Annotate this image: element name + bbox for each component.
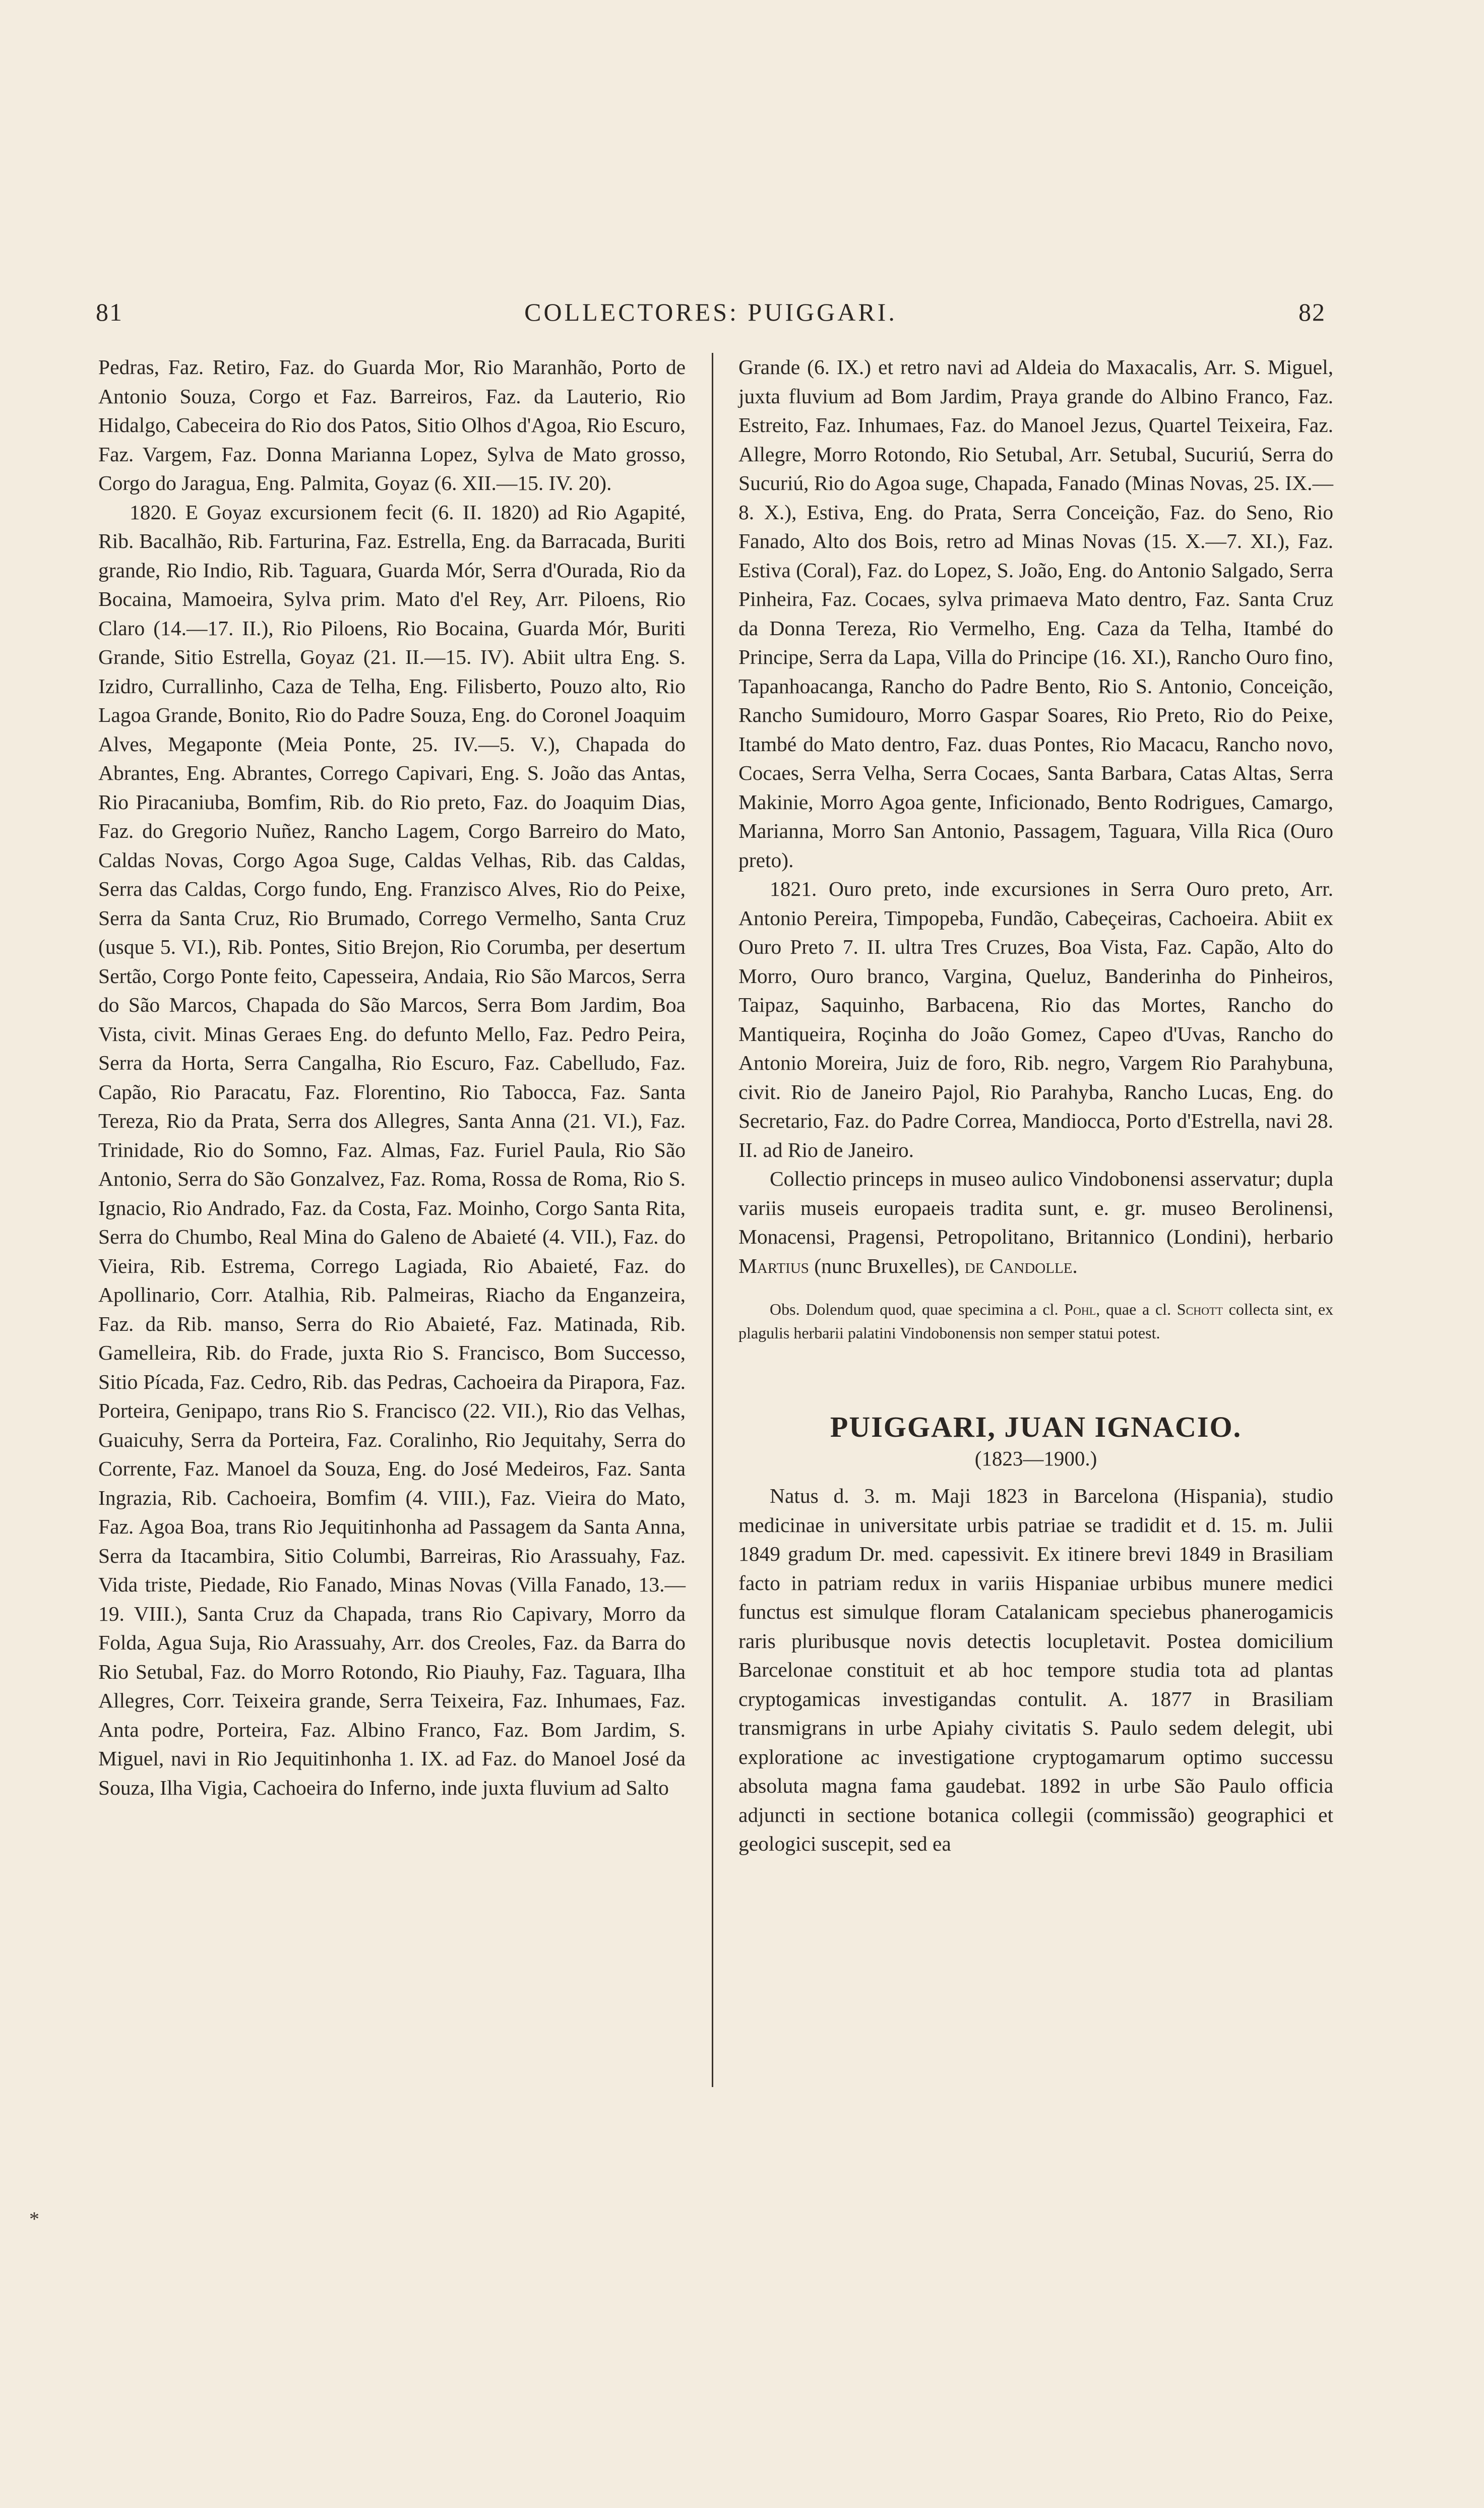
running-title: COLLECTORES: PUIGGARI. [524,298,897,326]
author-name-martius: Martius [738,1254,809,1277]
author-name-pohl: Pohl [1064,1300,1096,1318]
page-number-right: 82 [1298,298,1326,326]
paragraph: Grande (6. IX.) et retro navi ad Aldeia do Maxacalis, Arr. S. Miguel, juxta fluvium ad Bom Jardim, Praya grande do Albino Franco, Faz. Estreito, Faz. Inhumaes, Faz. do Manoel Jezus, Quartel Teixeira, Faz. Allegre, Morro Rotondo, Rio Setubal, Arr. Setubal, Sucuriú, Serra do Sucuriú, Rio do Agoa suge, Chapada, Fanado (Minas Novas, 25. IX.—8. X.), Estiva, Eng. do Prata, Serra Conceição, Faz. do Seno, Rio Fanado, Alto dos Bois, retro ad Minas Novas (15. X.—7. XI.), Faz. Estiva (Coral), Faz. do Lopez, S. João, Eng. do Antonio Salgado, Serra Pinheira, Faz. Cocaes, sylva primaeva Mato dentro, Faz. Santa Cruz da Donna Tereza, Rio Vermelho, Eng. Caza da Telha, Itambé do Principe, Serra da Lapa, Villa do Principe (16. XI.), Rancho Ouro fino, Tapanhoacanga, Rancho do Padre Bento, Rio S. Antonio, Conceição, Rancho Sumidouro, Morro Gaspar Soares, Rio Preto, Rio do Peixe, Itambé do Mato dentro, Faz. duas Pontes, Rio Macacu, Rancho novo, Cocaes, Serra Velha, Serra Cocaes, Santa Barbara, Catas Altas, Serra Makinie, Morro Agoa gente, Inficionado, Bento Rodrigues, Camargo, Marianna, Morro San Antonio, Passagem, Taguara, Villa Rica (Ouro preto). [738,355,1333,872]
observation-note [738,1298,1333,1345]
text-run: Collectio princeps in museo aulico Vindobonensi asservatur; dupla variis museis europaeis tradita sunt, e. gr. museo Berolinensi, Monacensi, Pragensi, Petropolitano, Britannico (Londini), herbario [738,1167,1333,1248]
paragraph [738,1165,1333,1280]
page-header [96,297,1326,338]
text-run: (nunc Bruxelles), [809,1254,965,1277]
column-divider [712,353,713,2087]
paragraph: Natus d. 3. m. Maji 1823 in Barcelona (Hispania), studio medicinae in universitate urbis patriae se tradidit et d. 15. m. Julii 1849 gradum Dr. med. capessivit. Ex itinere brevi 1849 in Brasiliam facto in patriam redux in variis Hispaniae urbibus munere medici functus est simulque floram Catalanicam speciebus phanerogamicis raris pluribusque novis detectis locupletavit. Postea domicilium Barcelonae constituit et ab hoc tempore studia tota ad plantas cryptogamicas investigandas contulit. A. 1877 in Brasiliam transmigrans in urbe Apiahy civitatis S. Paulo sedem delegit, ubi exploratione ac investigatione cryptogamarum optimo successu absoluta magna fama gaudebat. 1892 in urbe São Paulo officia adjuncti in sectione botanica collegii (commissão) geographici et geologici suscepit, sed ea [738,1484,1333,1855]
left-column [98,353,686,1802]
entry-dates: (1823—1900.) [974,1447,1097,1470]
author-name-de-candolle: de Candolle [964,1254,1073,1277]
text-run: Obs. Dolendum quod, quae specimina a cl. [770,1300,1065,1318]
paragraph: 1820. E Goyaz excursionem fecit (6. II. 1820) ad Rio Agapité, Rib. Bacalhão, Rib. Farturina, Faz. Estrella, Eng. da Barracada, Buriti grande, Rio Indio, Rib. Taguara, Guarda Mór, Serra d'Ourada, Rio da Bocaina, Mamoeira, Sylva prim. Mato d'el Rey, Arr. Piloens, Rio Claro (14.—17. II.), Rio Piloens, Rio Bocaina, Guarda Mór, Buriti Grande, Sitio Estrella, Goyaz (21. II.—15. IV). Abiit ultra Eng. S. Izidro, Currallinho, Caza de Telha, Eng. Filisberto, Pouzo alto, Rio Lagoa Grande, Bonito, Rio do Padre Souza, Eng. do Coronel Joaquim Alves, Megaponte (Meia Ponte, 25. IV.—5. V.), Chapada do Abrantes, Eng. Abrantes, Corrego Capivari, Eng. S. João das Antas, Rio Piracaniuba, Bomfim, Rib. do Rio preto, Faz. do Joaquim Dias, Faz. do Gregorio Nuñez, Rancho Lagem, Corgo Barreiro do Mato, Caldas Novas, Corgo Agoa Suge, Caldas Velhas, Rib. das Caldas, Serra das Caldas, Corgo fundo, Eng. Franzisco Alves, Rio do Peixe, Serra da Santa Cruz, Rio Brumado, Corrego Vermelho, Santa Cruz (usque 5. VI.), Rib. Pontes, Sitio Brejon, Rio Corumba, per desertum Sertão, Corgo Ponte feito, Capesseira, Andaia, Rio São Marcos, Serra do São Marcos, Chapada do São Marcos, Serra Bom Jardim, Boa Vista, civit. Minas Geraes Eng. do defunto Mello, Faz. Pedro Peira, Serra da Horta, Serra Cangalha, Rio Escuro, Faz. Cabelludo, Faz. Capão, Rio Paracatu, Faz. Florentino, Rio Tabocca, Faz. Santa Tereza, Rio da Prata, Serra dos Allegres, Santa Anna (21. VI.), Faz. Trinidade, Rio do Somno, Faz. Almas, Faz. Furiel Paula, Rio São Antonio, Serra do São Gonzalvez, Faz. Roma, Rossa de Roma, Rio S. Ignacio, Rio Andrado, Faz. da Costa, Faz. Moinho, Corgo Santa Rita, Serra do Chumbo, Real Mina do Galeno de Abaieté (4. VII.), Faz. do Vieira, Rib. Estrema, Corrego Lagiada, Rio Abaieté, Faz. do Apollinario, Corr. Atalhia, Rib. Palmeiras, Riacho da Enganzeira, Faz. da Rib. manso, Serra do Rio Abaieté, Faz. Matinada, Rib. Gamelleira, Rib. do Frade, juxta Rio S. Francisco, Bom Successo, Sitio Pícada, Faz. Cedro, Rib. das Pedras, Cachoeira da Pirapora, Faz. Porteira, Genipapo, trans Rio S. Francisco (22. VII.), Rio das Velhas, Guaicuhy, Serra da Porteira, Faz. Coralinho, Rio Jequitahy, Serra do Corrente, Faz. Manoel da Souza, Eng. do José Medeiros, Faz. Santa Ingrazia, Rib. Cachoeira, Bomfim (4. VIII.), Faz. Vieira do Mato, Faz. Agoa Boa, trans Rio Jequitinhonha ad Passagem da Santa Anna, Serra da Itacambira, Sitio Columbi, Barreiras, Rio Arassuahy, Faz. Vida triste, Piedade, Rio Fanado, Minas Novas (Villa Fanado, 13.—19. VIII.), Santa Cruz da Chapada, trans Rio Capivary, Morro da Folda, Agua Suja, Rio Arassuahy, Arr. dos Creoles, Faz. da Barra do Rio Setubal, Faz. do Morro Rotondo, Rio Piauhy, Faz. Taguara, Ilha Allegres, Corr. Teixeira grande, Serra Teixeira, Faz. Inhumaes, Faz. Anta podre, Porteira, Faz. Albino Franco, Faz. Bom Jardim, S. Miguel, navi in Rio Jequitinhonha 1. IX. ad Faz. do Manoel José da Souza, Ilha Vigia, Cachoeira do Inferno, inde juxta fluvium ad Salto [98,500,686,1799]
entry-heading: PUIGGARI, JUAN IGNACIO. [830,1411,1242,1443]
author-name-schott: Schott [1177,1300,1223,1318]
text-run: . [1072,1254,1078,1277]
margin-mark: * [29,2208,39,2230]
paragraph: Pedras, Faz. Retiro, Faz. do Guarda Mor, Rio Maranhão, Porto de Antonio Souza, Corgo et Faz. Barreiros, Faz. da Lauterio, Rio Hidalgo, Cabeceira do Rio dos Patos, Sitio Olhos d'Agoa, Rio Escuro, Faz. Vargem, Faz. Donna Marianna Lopez, Sylva de Mato grosso, Corgo do Jaragua, Eng. Palmita, Goyaz (6. XII.—15. IV. 20). [98,355,686,495]
text-run: , quae a cl. [1096,1300,1177,1318]
right-column [738,353,1333,1859]
page-number-left: 81 [96,298,123,326]
text-run: collecta sint, ex plagulis herbarii palatini Vindobonensis non semper statui potest. [738,1300,1334,1342]
paragraph: 1821. Ouro preto, inde excursiones in Serra Ouro preto, Arr. Antonio Pereira, Timpopeba, Fundão, Cabeçeiras, Cachoeira. Abiit ex Ouro Preto 7. II. ultra Tres Cruzes, Boa Vista, Faz. Capão, Alto do Morro, Ouro branco, Vargina, Queluz, Banderinha do Pinheiros, Taipaz, Saquinho, Barbacena, Rio das Mortes, Rancho do Mantiqueira, Roçinha do João Gomez, Capeo d'Uvas, Rancho do Antonio Moreira, Juiz de foro, Rib. negro, Vargem Rio Parahybuna, civit. Rio de Janeiro Pajol, Rio Parahyba, Rancho Lucas, Eng. do Secretario, Faz. do Padre Correa, Mandiocca, Porto d'Estrella, navi 28. II. ad Rio de Janeiro. [738,877,1333,1161]
